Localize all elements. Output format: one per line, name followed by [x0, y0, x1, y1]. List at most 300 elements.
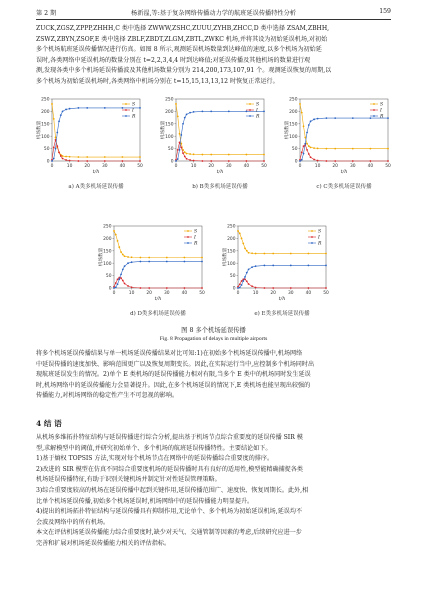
- data-point-I: [246, 280, 248, 282]
- text-line: 误时,各类网络中延误机场的数量分别在 t=2,2,3,4,4 时到达峰值;对延误传播及其他机场的数量进行观: [36, 56, 311, 64]
- plot-frame: [52, 99, 140, 161]
- data-point-R: [175, 160, 177, 162]
- x-tick-label: 40: [243, 164, 250, 169]
- data-point-R: [201, 261, 203, 263]
- y-tick-label: 100: [41, 134, 50, 140]
- data-point-R: [239, 287, 241, 289]
- data-point-R: [62, 111, 64, 113]
- series-line-I: [238, 279, 326, 288]
- legend-label-R: R: [380, 114, 384, 120]
- data-point-I: [124, 283, 126, 285]
- subplot-b: [160, 95, 268, 195]
- data-point-R: [177, 158, 179, 160]
- data-point-S: [189, 153, 191, 155]
- data-point-I: [140, 287, 142, 289]
- text-line: 现航班延误发生的情况。2)单个 E 类机场的延误传播能力相对有限,当多个 E 类中的机场同时发生延误: [36, 371, 311, 379]
- data-point-S: [69, 156, 71, 158]
- text-line: 时,机场网络中的延误传播能力会显著提升。因此,在多个机场延误的情况下,E 类机场也能呈现出较强的: [36, 381, 311, 389]
- subplot-c: [284, 95, 392, 195]
- text-line: 将多个机场延误传播结果与单一机场延误传播结果对比可知:1)在初始多个机场延误传播中,机场网络: [36, 350, 303, 357]
- data-point-S: [264, 253, 266, 255]
- x-tick-label: 50: [385, 164, 391, 169]
- data-point-S: [248, 252, 250, 254]
- data-point-S: [120, 251, 122, 253]
- y-tick-label: 50: [43, 147, 50, 153]
- data-point-S: [244, 247, 246, 249]
- data-point-I: [177, 149, 179, 151]
- legend-label-R: R: [194, 241, 198, 247]
- subplot-d: [98, 222, 206, 322]
- text-line: 传播能力,对机场网络的稳定性产生不可忽视的影响。: [36, 392, 179, 400]
- data-point-R: [303, 153, 305, 155]
- data-point-R: [55, 148, 57, 150]
- data-point-S: [272, 253, 274, 255]
- data-point-S: [65, 156, 67, 158]
- data-point-R: [60, 114, 62, 116]
- running-title: 杨新湦,等:基于复杂网络传播动力学的航班延误传播特性分析: [131, 10, 296, 17]
- x-tick-label: 30: [288, 291, 294, 296]
- x-tick-label: 40: [367, 164, 374, 169]
- paragraph-conclusion: [36, 433, 391, 550]
- y-axis-label: 机场数量: [99, 247, 104, 267]
- data-point-R: [352, 117, 354, 119]
- y-tick-label: 250: [289, 97, 298, 103]
- x-tick-label: 30: [350, 164, 356, 169]
- data-point-I: [248, 283, 250, 285]
- series-line-I: [114, 278, 202, 288]
- series-line-R: [300, 118, 388, 161]
- data-point-I: [184, 156, 186, 158]
- y-tick-label: 150: [41, 122, 50, 128]
- series-line-S: [52, 104, 140, 157]
- data-point-R: [139, 107, 141, 109]
- text-line: 比单个机场延误传播,初始多个机场延误时,机场网络中的延误传播能力明显提升。: [36, 497, 254, 505]
- legend-label-S: S: [194, 229, 198, 235]
- x-tick-label: 10: [128, 291, 135, 296]
- subplot-caption: c) C类多机场延误传播: [316, 184, 372, 190]
- data-point-S: [334, 148, 336, 150]
- text-line: ZSWZ,ZBYN,ZSOF,E 类中选择 ZBLF,ZBDT,ZLGM,ZBTL,ZWKC 机场,并将其设为初始延误机场,对初始: [36, 35, 328, 43]
- data-point-S: [251, 252, 253, 254]
- data-point-R: [122, 107, 124, 109]
- data-point-I: [310, 156, 312, 158]
- data-point-I: [308, 287, 310, 289]
- x-tick-label: 0: [50, 164, 54, 169]
- data-point-I: [193, 160, 195, 162]
- data-point-R: [387, 117, 389, 119]
- data-point-I: [326, 160, 328, 162]
- x-tick-label: 40: [305, 291, 312, 296]
- data-point-I: [306, 149, 308, 151]
- data-point-S: [86, 156, 88, 158]
- x-axis-label: t/h: [154, 297, 162, 302]
- data-point-R: [244, 276, 246, 278]
- data-point-R: [308, 124, 310, 126]
- data-point-I: [104, 160, 106, 162]
- text-line: 中延误传播的速度加快、影响范围更广以及恢复周期变长。因此,在实际运行当中,应控制多个机场同时出: [36, 360, 315, 368]
- data-point-I: [246, 160, 248, 162]
- data-point-I: [166, 287, 168, 289]
- chart-svg: [160, 95, 268, 191]
- y-tick-label: 200: [227, 237, 236, 242]
- data-point-R: [184, 117, 186, 119]
- data-point-S: [51, 103, 53, 105]
- data-point-I: [127, 285, 129, 287]
- text-line: 2)改进的 SIR 模型在仿真不同综合重要度机场的延误传播时具有良好的适用性,模型能精确捕捉各类: [36, 465, 303, 473]
- data-point-I: [189, 159, 191, 161]
- data-point-S: [326, 148, 328, 150]
- subplot-caption: a) A类多机场延误传播: [68, 184, 124, 190]
- legend-marker-R: [311, 242, 313, 244]
- data-point-R: [326, 117, 328, 119]
- legend-label-I: I: [380, 108, 382, 114]
- series-line-R: [238, 265, 326, 288]
- y-tick-label: 100: [227, 261, 236, 267]
- data-point-S: [179, 133, 181, 135]
- legend-label-S: S: [256, 102, 260, 108]
- data-point-R: [290, 265, 292, 267]
- data-point-I: [263, 160, 265, 162]
- data-point-S: [313, 147, 315, 149]
- legend-marker-S: [187, 230, 189, 232]
- x-tick-label: 30: [102, 164, 108, 169]
- x-tick-label: 0: [174, 164, 178, 169]
- data-point-I: [86, 160, 88, 162]
- data-point-S: [131, 256, 133, 258]
- data-point-R: [306, 132, 308, 134]
- y-axis-label: 机场数量: [285, 120, 290, 140]
- data-point-I: [313, 159, 315, 161]
- issue-label: 第 2 期: [36, 10, 57, 17]
- data-point-S: [239, 233, 241, 235]
- series-line-R: [114, 261, 202, 288]
- data-point-I: [301, 151, 303, 153]
- chart-svg: [284, 95, 392, 191]
- legend-label-R: R: [318, 241, 322, 247]
- chart-svg: [98, 222, 206, 318]
- data-point-S: [303, 125, 305, 127]
- legend-marker-R: [373, 115, 375, 117]
- data-point-I: [65, 159, 67, 161]
- data-point-S: [301, 112, 303, 114]
- y-tick-label: 50: [167, 147, 174, 153]
- y-tick-label: 150: [227, 249, 236, 255]
- x-axis-label: t/h: [92, 170, 100, 175]
- data-point-S: [242, 242, 244, 244]
- series-line-I: [176, 142, 264, 161]
- y-tick-label: 0: [294, 159, 298, 165]
- data-point-S: [202, 154, 204, 156]
- y-tick-label: 100: [289, 134, 298, 140]
- data-point-I: [60, 155, 62, 157]
- data-point-S: [78, 156, 80, 158]
- subplot-caption: b) B类多机场延误传播: [192, 184, 248, 190]
- data-point-R: [113, 287, 115, 289]
- data-point-R: [237, 287, 239, 289]
- legend-marker-I: [187, 236, 189, 238]
- y-tick-label: 50: [105, 274, 112, 280]
- legend-label-R: R: [132, 114, 136, 120]
- data-point-I: [184, 287, 186, 289]
- data-point-R: [148, 261, 150, 263]
- x-tick-label: 20: [270, 291, 276, 296]
- data-point-R: [308, 265, 310, 267]
- x-tick-label: 20: [84, 164, 90, 169]
- legend-marker-I: [125, 109, 127, 111]
- legend-label-S: S: [132, 102, 136, 108]
- data-point-S: [184, 257, 186, 259]
- data-point-S: [201, 257, 203, 259]
- data-point-R: [264, 265, 266, 267]
- data-point-R: [86, 107, 88, 109]
- x-tick-label: 10: [252, 291, 259, 296]
- x-tick-label: 0: [236, 291, 240, 296]
- y-axis-label: 机场数量: [223, 247, 228, 267]
- data-point-S: [317, 147, 319, 149]
- subplot-caption: d) D类多机场延误传播: [130, 311, 186, 317]
- data-point-S: [139, 156, 141, 158]
- paragraph-experiment: [36, 24, 391, 88]
- data-point-I: [131, 286, 133, 288]
- data-point-R: [310, 120, 312, 122]
- y-tick-label: 200: [41, 110, 50, 115]
- data-point-I: [264, 287, 266, 289]
- series-line-S: [300, 104, 388, 149]
- data-point-S: [140, 257, 142, 259]
- data-point-R: [246, 272, 248, 274]
- data-point-S: [184, 151, 186, 153]
- data-point-I: [201, 287, 203, 289]
- data-point-S: [310, 146, 312, 148]
- legend-marker-S: [373, 103, 375, 105]
- data-point-S: [228, 154, 230, 156]
- text-line: 4)提出的机场拓扑特征结构与延误传播具有抑制作用,无论单个、多个机场为初始延误机场,延误均不: [36, 508, 303, 516]
- y-tick-label: 100: [165, 134, 174, 140]
- data-point-I: [122, 280, 124, 282]
- data-point-R: [263, 111, 265, 113]
- data-point-I: [62, 158, 64, 160]
- data-point-I: [272, 287, 274, 289]
- data-point-I: [56, 145, 58, 147]
- data-point-S: [186, 153, 188, 155]
- data-point-R: [131, 261, 133, 263]
- data-point-S: [122, 156, 124, 158]
- text-line: 完善和扩展对机场延误传播能力相关的评估指标。: [36, 539, 171, 547]
- data-point-I: [370, 160, 372, 162]
- legend-marker-S: [311, 230, 313, 232]
- x-tick-label: 30: [164, 291, 170, 296]
- data-point-R: [127, 262, 129, 264]
- data-point-R: [186, 113, 188, 115]
- series-line-S: [114, 231, 202, 258]
- data-point-R: [272, 265, 274, 267]
- legend-marker-S: [125, 103, 127, 105]
- data-point-I: [255, 287, 257, 289]
- data-point-S: [127, 256, 129, 258]
- x-tick-label: 10: [314, 164, 321, 169]
- data-point-R: [317, 118, 319, 120]
- data-point-R: [304, 143, 306, 145]
- data-point-R: [251, 266, 253, 268]
- data-point-R: [189, 112, 191, 114]
- data-point-R: [313, 118, 315, 120]
- page-number: 159: [379, 8, 391, 15]
- data-point-R: [202, 111, 204, 113]
- data-point-I: [325, 287, 327, 289]
- y-tick-label: 0: [108, 286, 112, 292]
- data-point-S: [370, 148, 372, 150]
- data-point-I: [139, 160, 141, 162]
- legend-marker-R: [125, 115, 127, 117]
- data-point-S: [175, 103, 177, 105]
- legend-marker-S: [249, 103, 251, 105]
- legend-marker-I: [311, 236, 313, 238]
- x-tick-label: 10: [190, 164, 197, 169]
- data-point-S: [255, 253, 257, 255]
- data-point-R: [184, 261, 186, 263]
- chart-svg: [222, 222, 330, 318]
- legend-marker-I: [249, 109, 251, 111]
- data-point-S: [308, 253, 310, 255]
- data-point-I: [182, 152, 184, 154]
- y-tick-label: 200: [289, 110, 298, 115]
- data-point-I: [58, 151, 60, 153]
- text-line: 型,求解模型中的阈值,并研究初始单个、多个机场的航班延误传播特性。主要结论如下。: [36, 444, 272, 452]
- y-tick-label: 0: [46, 159, 50, 165]
- y-tick-label: 250: [103, 224, 112, 230]
- plot-frame: [238, 226, 326, 288]
- legend-label-I: I: [194, 235, 196, 241]
- data-point-R: [241, 284, 243, 286]
- data-point-R: [166, 261, 168, 263]
- legend-label-S: S: [380, 102, 384, 108]
- data-point-I: [186, 158, 188, 160]
- text-line: 多个机场为初始延误机场时,各类网络中机场分别在 t=15,15,13,13,12 时恢复正常运行。: [36, 77, 279, 85]
- data-point-I: [251, 285, 253, 287]
- legend-label-R: R: [256, 114, 260, 120]
- text-line: 1)基于熵权 TOPSIS 方法,实现对每个机场节点在网络中的延误传播综合重要度的排序。: [36, 455, 274, 463]
- subplot-e: [222, 222, 330, 322]
- data-point-R: [115, 286, 117, 288]
- data-point-S: [62, 155, 64, 157]
- y-tick-label: 150: [165, 122, 174, 128]
- data-point-S: [104, 156, 106, 158]
- data-point-I: [210, 160, 212, 162]
- series-line-I: [300, 145, 388, 161]
- data-point-I: [53, 146, 55, 148]
- legend-label-S: S: [318, 229, 322, 235]
- data-point-S: [387, 148, 389, 150]
- data-point-S: [166, 257, 168, 259]
- y-tick-label: 150: [289, 122, 298, 128]
- x-tick-label: 50: [323, 291, 329, 296]
- data-point-S: [237, 230, 239, 232]
- data-point-R: [65, 109, 67, 111]
- series-line-I: [52, 140, 140, 161]
- series-line-R: [176, 111, 264, 161]
- data-point-I: [120, 277, 122, 279]
- data-point-I: [303, 145, 305, 147]
- data-point-R: [248, 269, 250, 271]
- data-point-S: [115, 234, 117, 236]
- data-point-S: [124, 255, 126, 257]
- data-point-R: [325, 265, 327, 267]
- figure-caption-en: Fig. 8 Propagation of delays in multiple airports: [159, 336, 268, 342]
- subplot-a: [36, 95, 144, 195]
- x-tick-label: 30: [226, 164, 232, 169]
- data-point-S: [180, 143, 182, 145]
- data-point-I: [228, 160, 230, 162]
- data-point-I: [69, 160, 71, 162]
- data-point-I: [241, 280, 243, 282]
- paragraph-comparison: [36, 349, 391, 402]
- data-point-S: [306, 143, 308, 145]
- data-point-R: [124, 265, 126, 267]
- data-point-R: [78, 107, 80, 109]
- text-line: 会波及网络中的所有机场。: [36, 518, 110, 526]
- y-tick-label: 0: [170, 159, 174, 165]
- legend-label-I: I: [132, 108, 134, 114]
- data-point-S: [53, 118, 55, 120]
- data-point-R: [51, 160, 53, 162]
- data-point-R: [242, 280, 244, 282]
- data-point-S: [113, 230, 115, 232]
- data-point-R: [118, 278, 120, 280]
- data-point-R: [122, 269, 124, 271]
- y-tick-label: 100: [103, 261, 112, 267]
- data-point-R: [179, 149, 181, 151]
- data-point-I: [78, 160, 80, 162]
- legend-marker-R: [249, 115, 251, 117]
- x-tick-label: 20: [332, 164, 338, 169]
- data-point-S: [246, 250, 248, 252]
- data-point-I: [290, 287, 292, 289]
- x-tick-label: 20: [146, 291, 152, 296]
- x-axis-label: t/h: [278, 297, 286, 302]
- data-point-S: [352, 148, 354, 150]
- data-point-S: [118, 246, 120, 248]
- subplot-caption: e) E类多机场延误传播: [254, 311, 310, 317]
- data-point-R: [140, 261, 142, 263]
- data-point-I: [352, 160, 354, 162]
- data-point-R: [56, 132, 58, 134]
- data-point-R: [255, 265, 257, 267]
- data-point-R: [370, 117, 372, 119]
- data-point-R: [120, 273, 122, 275]
- data-point-S: [193, 153, 195, 155]
- legend-label-I: I: [256, 108, 258, 114]
- y-axis-label: 机场数量: [161, 120, 166, 140]
- data-point-S: [263, 154, 265, 156]
- data-point-S: [308, 145, 310, 147]
- data-point-R: [58, 120, 60, 122]
- data-point-I: [239, 283, 241, 285]
- data-point-S: [241, 238, 243, 240]
- data-point-I: [202, 160, 204, 162]
- text-line: 3)综合重要度较高的机场在延误传播中起到关键作用,延误传播范围广、速度快、恢复周期长。此外,相: [36, 486, 309, 494]
- data-point-R: [180, 134, 182, 136]
- chart-svg: [36, 95, 144, 191]
- legend-label-I: I: [318, 235, 320, 241]
- data-point-I: [115, 282, 117, 284]
- x-tick-label: 40: [181, 291, 188, 296]
- text-line: ZUCK,ZGSZ,ZPPP,ZHHH,C 类中选择 ZWWW,ZSHC,ZUUU,ZYHB,ZHCC,D 类中选择 ZSAM,ZBHH,: [36, 25, 330, 32]
- x-axis-label: t/h: [340, 170, 348, 175]
- x-tick-label: 0: [298, 164, 302, 169]
- data-point-S: [122, 254, 124, 256]
- x-tick-label: 10: [66, 164, 73, 169]
- plot-frame: [300, 99, 388, 161]
